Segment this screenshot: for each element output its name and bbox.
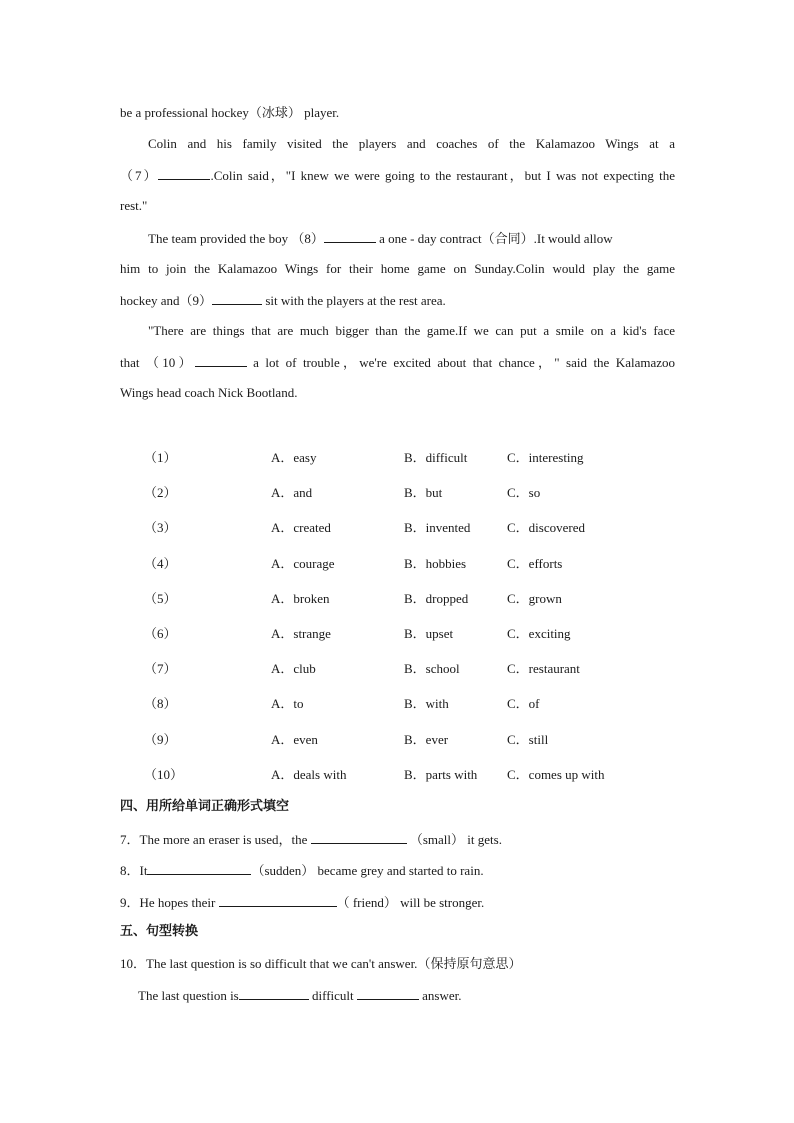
option-row (0, 660, 794, 678)
question-9: 9．He hopes their （ friend） will be stronger. (120, 895, 485, 910)
option-b[interactable]: B．upset (404, 626, 454, 641)
option-c[interactable]: C．grown (507, 590, 562, 606)
option-a[interactable]: A．created (271, 520, 331, 536)
section-heading: 四、用所给单词正确形式填空 (120, 799, 290, 814)
question-7: 7．The more an eraser is used，the （small） it gets. (120, 832, 502, 847)
option-row (0, 695, 794, 713)
option-b[interactable]: B．but (404, 485, 443, 501)
passage-line: （7） .Colin said，"I knew we were going to the restaurant，but I was not expecting the (120, 168, 675, 183)
option-a[interactable]: A．broken (271, 590, 330, 606)
passage-line: that （10） a lot of trouble，we're excited about that chance，" said the Kalamazoo (120, 355, 675, 370)
option-b[interactable]: B．parts with (404, 766, 478, 782)
question-8: 8．It （sudden） became grey and started to rain. (120, 863, 484, 878)
question-number: （3） (144, 520, 177, 536)
passage-line: be a professional hockey（冰球） player. (120, 105, 340, 121)
answer-blank-7[interactable] (311, 830, 407, 844)
option-b[interactable]: B．with (404, 696, 449, 712)
option-a[interactable]: A．deals with (271, 766, 347, 782)
section-heading: 五、句型转换 (120, 924, 199, 939)
option-b[interactable]: B．ever (404, 731, 449, 747)
rewrite-blank-2[interactable] (357, 986, 419, 1000)
question-number: （9） (144, 731, 177, 747)
question-10: 10．The last question is so difficult that we can't answer.（保持原句意思） (120, 956, 522, 972)
option-row (0, 625, 794, 643)
question-number: （5） (144, 590, 177, 606)
passage-line: rest." (120, 198, 148, 213)
option-b[interactable]: B．invented (404, 520, 471, 536)
blank-10[interactable] (195, 353, 247, 367)
option-a[interactable]: A．to (271, 696, 304, 712)
option-a[interactable]: A．club (271, 661, 316, 677)
passage-line: The team provided the boy （8） a one - day contract（合同）.It would allow (148, 231, 613, 247)
question-number: （8） (144, 696, 177, 712)
blank-7[interactable] (158, 166, 210, 180)
question-number: （7） (144, 661, 177, 677)
option-row (0, 731, 794, 749)
option-row (0, 555, 794, 573)
option-a[interactable]: A．easy (271, 450, 317, 465)
blank-9[interactable] (212, 291, 262, 305)
rewrite-blank-1[interactable] (239, 986, 309, 1000)
option-c[interactable]: C．exciting (507, 626, 571, 641)
option-a[interactable]: A．even (271, 731, 318, 747)
question-number: （2） (144, 485, 177, 501)
question-number: （10） (144, 766, 184, 782)
option-c[interactable]: C．of (507, 696, 540, 712)
option-row (0, 519, 794, 537)
option-c[interactable]: C．efforts (507, 555, 563, 571)
option-b[interactable]: B．difficult (404, 450, 468, 465)
option-c[interactable]: C．so (507, 485, 541, 501)
option-c[interactable]: C．interesting (507, 450, 584, 465)
passage-line: Colin and his family visited the players and coaches of the Kalamazoo Wings at a (148, 136, 675, 151)
option-c[interactable]: C．comes up with (507, 766, 605, 782)
option-a[interactable]: A．strange (271, 626, 331, 641)
option-a[interactable]: A．courage (271, 555, 335, 571)
question-number: （4） (144, 555, 177, 571)
option-b[interactable]: B．school (404, 661, 460, 677)
passage-line: him to join the Kalamazoo Wings for their home game on Sunday.Colin would play the game (120, 261, 675, 276)
option-b[interactable]: B．dropped (404, 590, 469, 606)
option-c[interactable]: C．restaurant (507, 661, 580, 677)
option-row (0, 449, 794, 467)
option-c[interactable]: C．discovered (507, 520, 585, 536)
option-c[interactable]: C．still (507, 731, 549, 747)
passage-line: "There are things that are much bigger than the game.If we can put a smile on a kid's face (148, 323, 675, 338)
option-row (0, 484, 794, 502)
answer-blank-9[interactable] (219, 893, 337, 907)
question-number: （6） (144, 626, 177, 641)
option-a[interactable]: A．and (271, 485, 313, 501)
question-10-rewrite: The last question is difficult answer. (138, 988, 462, 1003)
option-row (0, 590, 794, 608)
option-row (0, 766, 794, 784)
passage-line: hockey and（9） sit with the players at the rest area. (120, 293, 446, 308)
passage-line: Wings head coach Nick Bootland. (120, 385, 298, 400)
blank-8[interactable] (324, 229, 376, 243)
answer-blank-8[interactable] (147, 861, 251, 875)
question-number: （1） (144, 450, 177, 465)
option-b[interactable]: B．hobbies (404, 555, 467, 571)
